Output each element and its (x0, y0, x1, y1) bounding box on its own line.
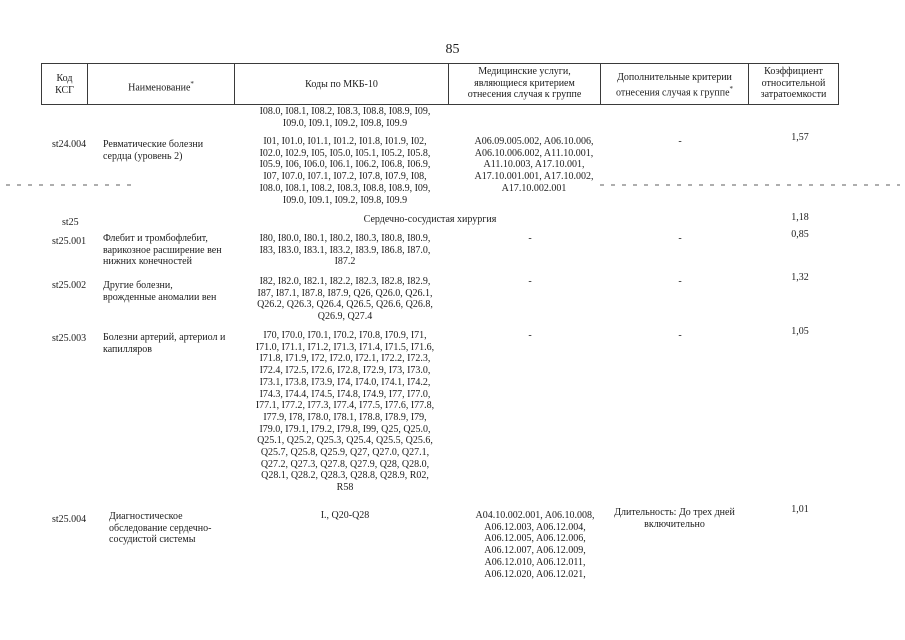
row-6-services: A04.10.002.001, A06.10.008, A06.12.003, A06.12.004, A06.12.005, A06.12.006, A06.12.007, A06.12.009, A06.12.010, A06.12.011, A06.12.020, A06.12.021, (475, 510, 595, 580)
header-extra (601, 72, 748, 99)
row-1-services: A06.09.005.002, A06.10.006, A06.10.006.002, A11.10.001, A11.10.003, A17.10.001, A17.10.001.001, A17.10.002, A17.10.002.001 (474, 136, 594, 194)
row-4-extra: - (678, 276, 682, 287)
row-2-code: st25 (62, 217, 79, 228)
row-1-code: st24.004 (52, 139, 87, 150)
header-coef: Коэффициент относительной затратоемкости (760, 66, 827, 101)
row-3-name: Флебит и тромбофлебит, варикозное расширение вен нижних конечностей (103, 233, 222, 268)
row-6-name: Диагностическое обследование сердечно- сосудистой системы (109, 511, 212, 546)
row-4-services: - (528, 276, 532, 287)
header-bottom-rule (41, 104, 839, 105)
row-6-extra: Длительность: До трех дней включительно (614, 507, 735, 530)
row-1-extra: - (678, 136, 682, 147)
row-1-name: Ревматические болезни сердца (уровень 2) (103, 139, 204, 162)
header-name (88, 79, 234, 94)
row-6-icd: I., Q20-Q28 (320, 510, 370, 521)
row-1-icd: I01, I01.0, I01.1, I01.2, I01.8, I01.9, I02, I02.0, I02.9, I05, I05.0, I05.1, I05.2, I05.8, I05.9, I06, I06.0, I06.1, I06.2, I06.8, I06.9, I07, I07.0, I07.1, I07.2, I07.8, I07.9, I08, I08.0, I08.1, I08.2, I08.3, I08.8, I08.9, I09, I09.0, I09.1, I09.2, I09.8, I09.9 (259, 136, 431, 206)
row-6-coef: 1,01 (791, 504, 809, 515)
row-0-icd: I08.0, I08.1, I08.2, I08.3, I08.8, I08.9, I09, I09.0, I09.1, I09.2, I09.8, I09.9 (259, 106, 431, 129)
row-5-services: - (528, 330, 532, 341)
row-3-extra: - (678, 233, 682, 244)
row-4-code: st25.002 (52, 280, 87, 291)
header-name-text: Наименование (128, 82, 191, 94)
scan-artifact (6, 184, 136, 186)
row-4-icd: I82, I82.0, I82.1, I82.2, I82.3, I82.8, I82.9, I87, I87.1, I87.8, I87.9, Q26, Q26.0, Q26.1, Q26.2, Q26.3, Q26.4, Q26.5, Q26.6, Q26.8, Q26.9, Q27.4 (257, 276, 433, 323)
row-5-icd: I70, I70.0, I70.1, I70.2, I70.8, I70.9, I71, I71.0, I71.1, I71.2, I71.3, I71.4, I71.5, I71.6, I71.8, I71.9, I72, I72.0, I72.1, I72.2, I72.3, I72.4, I72.5, I72.6, I72.8, I72.9, I73, I73.0, I73.1, I73.8, I73.9, I74, I74.0, I74.1, I74.2, I74.3, I74.4, I74.5, I74.8, I74.9, I77, I77.0, I77.1, I77.2, I77.3, I77.4, I77.5, I77.6, I77.8, I77.9, I78, I78.0, I78.1, I78.8, I78.9, I79, I79.0, I79.1, I79.2, I79.8, I99, Q25, Q25.0, Q25.1, Q25.2, Q25.3, Q25.4, Q25.5, Q25.6, Q25.7, Q25.8, Q25.9, Q27, Q27.0, Q27.1, Q27.2, Q27.3, Q27.8, Q27.9, Q28, Q28.0, Q28.1, Q28.2, Q28.3, Q28.8, Q28.9, R02, R58 (255, 330, 435, 494)
row-3-code: st25.001 (52, 236, 87, 247)
header-extra-text: Дополнительные критерии отнесения случая к группе (615, 72, 732, 99)
row-3-icd: I80, I80.0, I80.1, I80.2, I80.3, I80.8, I80.9, I83, I83.0, I83.1, I83.2, I83.9, I86.8, I87.0, I87.2 (259, 233, 431, 268)
row-2-coef: 1,18 (791, 212, 809, 223)
page-number: 85 (445, 42, 460, 57)
scan-artifact (600, 184, 900, 186)
header-services: Медицинские услуги, являющиеся критерием отнесения случая к группе (467, 66, 582, 101)
row-5-coef: 1,05 (791, 326, 809, 337)
row-3-services: - (528, 233, 532, 244)
row-1-coef: 1,57 (791, 132, 809, 143)
header-top-rule (41, 63, 839, 64)
row-4-coef: 1,32 (791, 272, 809, 283)
row-4-name: Другие болезни, врожденные аномалии вен (103, 280, 217, 303)
row-6-code: st25.004 (52, 514, 87, 525)
row-3-coef: 0,85 (791, 229, 809, 240)
header-name-footnote: * (190, 80, 194, 88)
row-5-code: st25.003 (52, 333, 87, 344)
row-2-group-title: Сердечно-сосудистая хирургия (363, 214, 497, 225)
header-code: Код КСГ (55, 73, 74, 96)
row-5-extra: - (678, 330, 682, 341)
header-icd: Коды по МКБ-10 (305, 79, 378, 90)
col-divider (838, 63, 839, 105)
row-5-name: Болезни артерий, артериол и капилляров (103, 332, 226, 355)
header-extra-footnote: * (729, 84, 734, 93)
